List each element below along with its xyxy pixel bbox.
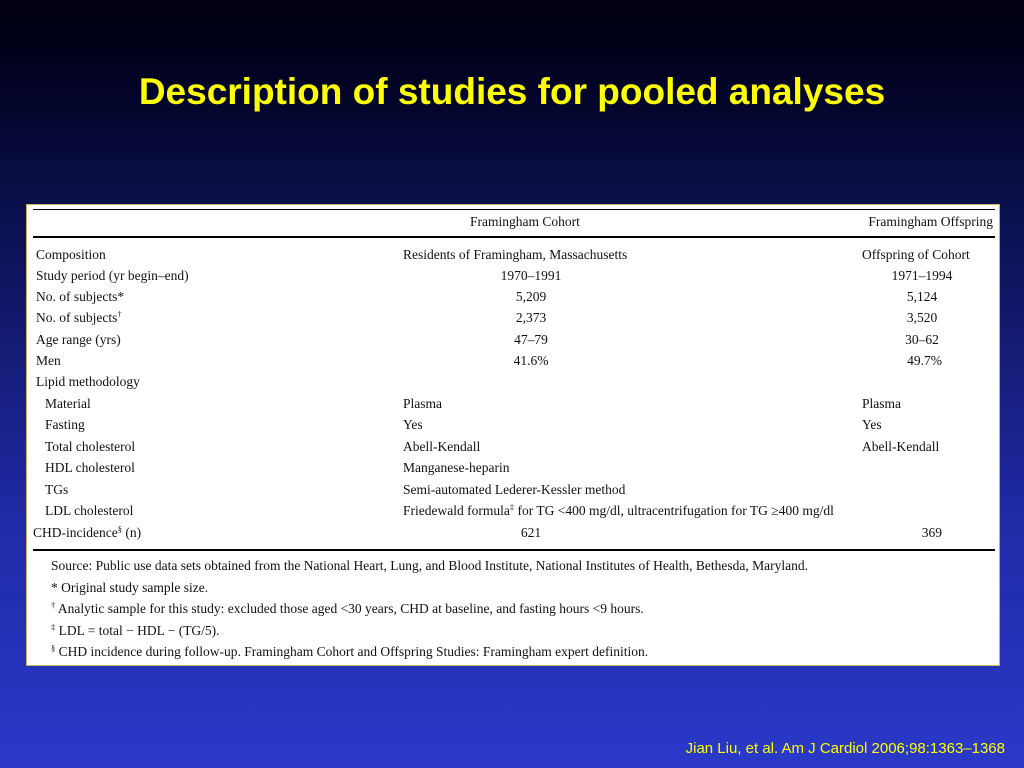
footnote-text: Source: Public use data sets obtained from the National Heart, Lung, and Blood Institute, National Institutes of Health, Bethesda, Maryland. [51, 558, 808, 573]
footnote-text: LDL = total − HDL − (TG/5). [55, 622, 220, 638]
table-row [27, 265, 999, 286]
label-suffix: (n) [121, 525, 142, 540]
row-label-chd-incidence [33, 522, 141, 543]
cohort-chd-incidence: 621 [520, 525, 542, 540]
row-label-tgs: TGs [45, 482, 69, 497]
footnote-ldl-formula [51, 620, 993, 642]
offspring-study-period: 1971–1994 [891, 268, 953, 283]
label-text: No. of subjects [36, 310, 118, 325]
cohort-material: Plasma [403, 396, 442, 411]
dagger-mark: † [117, 309, 122, 319]
table-row [27, 329, 999, 350]
label-text: CHD-incidence [33, 525, 118, 540]
table-bottom-rule [33, 549, 995, 551]
row-label-study-period: Study period (yr begin–end) [36, 268, 189, 283]
row-label-hdl-cholesterol: HDL cholesterol [45, 460, 135, 475]
offspring-subjects-original: 5,124 [906, 289, 938, 304]
cohort-age-range: 47–79 [514, 332, 548, 347]
row-label-men: Men [36, 353, 61, 368]
cohort-subjects-original: 5,209 [515, 289, 547, 304]
table-row [27, 244, 999, 265]
row-label-ldl-cholesterol: LDL cholesterol [45, 503, 134, 518]
row-label-subjects-analytic [36, 307, 122, 328]
footnote-text: * Original study sample size. [51, 579, 209, 595]
table-row [27, 414, 999, 435]
row-label-total-cholesterol: Total cholesterol [45, 439, 136, 454]
study-table [26, 204, 1000, 666]
footnote-chd-incidence [51, 641, 993, 663]
cohort-tgs: Semi-automated Lederer-Kessler method [403, 482, 626, 497]
row-label-subjects-original: No. of subjects* [36, 289, 125, 304]
cohort-ldl-cholesterol [403, 500, 834, 521]
offspring-material: Plasma [862, 396, 901, 411]
footnote-text: CHD incidence during follow-up. Framingham Cohort and Offspring Studies: Framingham expert definition. [55, 644, 649, 659]
footnote-original-sample [51, 577, 993, 599]
double-dagger-mark: ‡ [509, 502, 515, 512]
table-header-rule [33, 236, 995, 238]
table-row [27, 479, 999, 500]
row-label-composition: Composition [36, 247, 106, 262]
table-top-rule [33, 209, 995, 210]
table-row [27, 393, 999, 414]
table-row [27, 371, 999, 392]
table-row [27, 457, 999, 478]
row-label-age-range: Age range (yrs) [36, 332, 121, 347]
table-row [27, 436, 999, 457]
section-mark: § [117, 524, 122, 534]
row-label-lipid-methodology: Lipid methodology [36, 374, 140, 389]
offspring-age-range: 30–62 [905, 332, 939, 347]
offspring-fasting: Yes [862, 417, 882, 432]
table-row [27, 522, 999, 543]
cohort-total-cholesterol: Abell-Kendall [403, 439, 481, 454]
ldl-formula: Friedewald formula [403, 503, 510, 518]
cohort-study-period: 1970–1991 [500, 268, 562, 283]
column-header-offspring: Framingham Offspring [868, 214, 993, 229]
cohort-hdl-cholesterol: Manganese-heparin [403, 460, 510, 475]
offspring-composition: Offspring of Cohort [862, 247, 970, 262]
table-row [27, 286, 999, 307]
table-row [27, 350, 999, 371]
footnote-analytic-sample [51, 598, 993, 620]
cohort-subjects-analytic: 2,373 [515, 310, 547, 325]
slide-title: Description of studies for pooled analyses [138, 71, 886, 112]
dagger-mark: † [51, 600, 56, 610]
footnote-text: Analytic sample for this study: excluded those aged <30 years, CHD at baseline, and fasting hours <9 hours. [55, 601, 644, 616]
table-footnotes [51, 555, 993, 663]
ldl-formula-detail: for TG <400 mg/dl, ultracentrifugation for TG ≥400 mg/dl [514, 503, 834, 518]
column-header-cohort: Framingham Cohort [470, 214, 580, 229]
footnote-source [51, 555, 993, 577]
offspring-chd-incidence: 369 [921, 525, 942, 540]
citation: Jian Liu, et al. Am J Cardiol 2006;98:1363–1368 [685, 740, 1005, 757]
cohort-fasting: Yes [403, 417, 423, 432]
section-mark: § [51, 643, 56, 653]
offspring-men: 49.7% [907, 353, 942, 368]
table-row [27, 307, 999, 328]
double-dagger-mark: ‡ [51, 621, 56, 632]
cohort-composition: Residents of Framingham, Massachusetts [403, 247, 628, 262]
row-label-material: Material [45, 396, 91, 411]
offspring-total-cholesterol: Abell-Kendall [862, 439, 940, 454]
table-row [27, 500, 999, 521]
offspring-subjects-analytic: 3,520 [906, 310, 938, 325]
row-label-fasting: Fasting [45, 417, 85, 432]
cohort-men: 41.6% [513, 353, 549, 368]
